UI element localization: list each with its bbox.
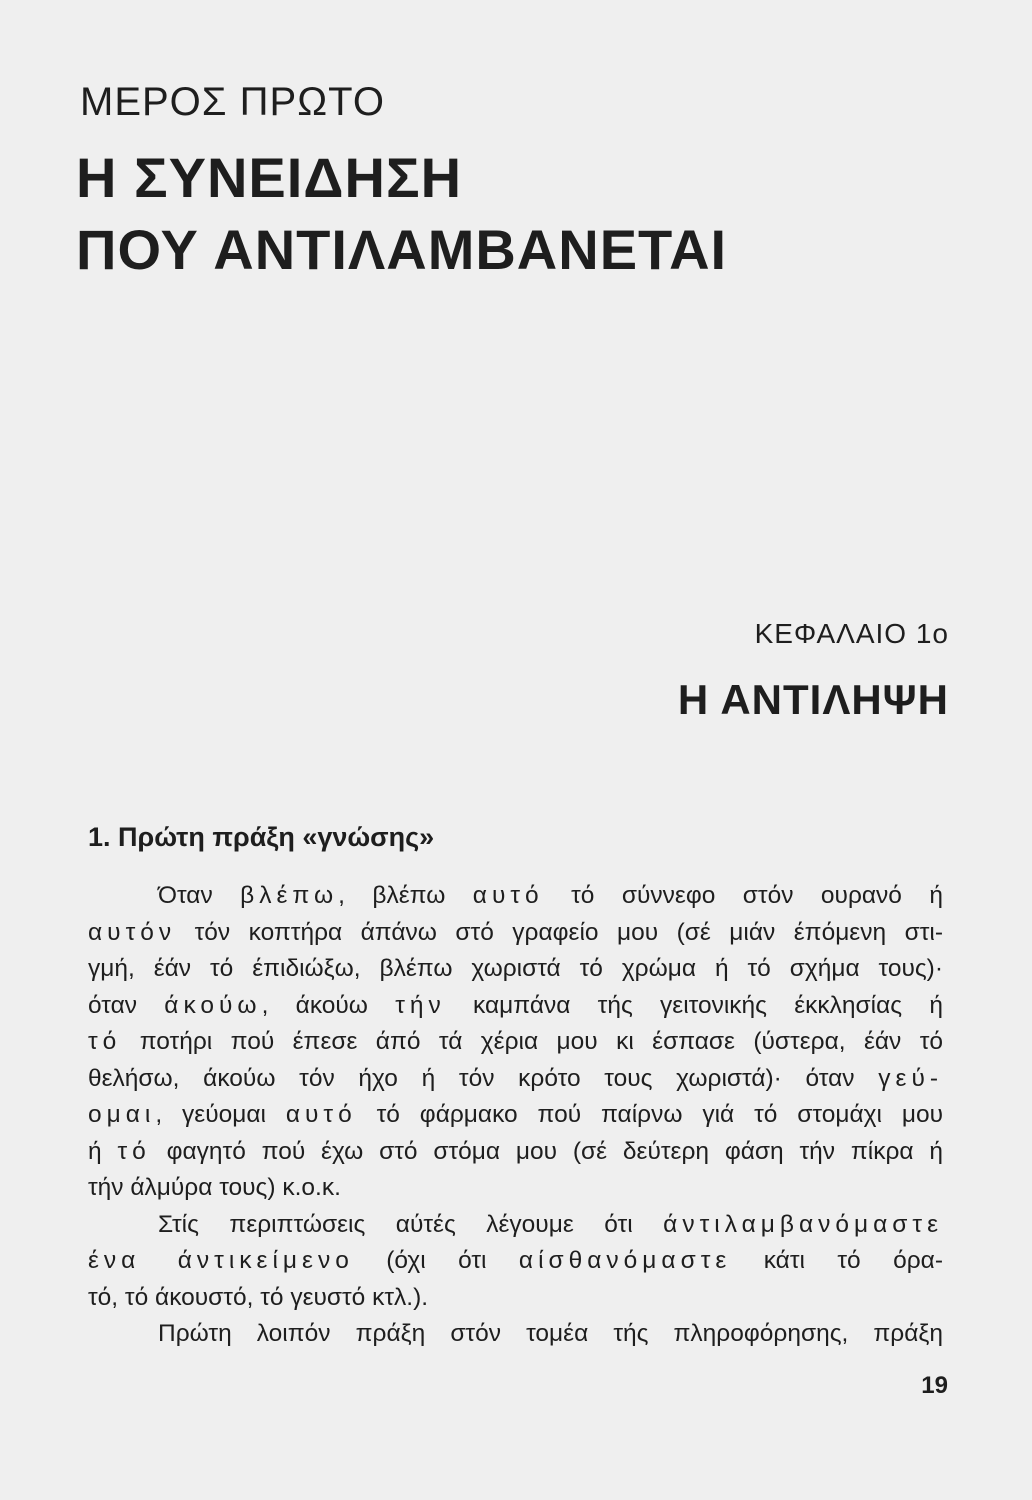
p1-line-2: αυτόν τόν κοπτήρα άπάνω στό γραφείο μου (σέ μιάν έπόμενη στι- (88, 918, 943, 946)
p1-line-9: τήν άλμύρα τους) κ.ο.κ. (88, 1174, 341, 1201)
p1-line-7: ομαι, γεύομαι αυτό τό φάρμακο πού παίρνω γιά τό στομάχι μου (88, 1101, 943, 1128)
chapter-title: Η ΑΝΤΙΛΗΨΗ (677, 676, 949, 723)
p1-line-6: θελήσω, άκούω τόν ήχο ή τόν κρότο τους χωριστά)· όταν γεύ- (88, 1064, 943, 1092)
p1-line-5: τό ποτήρι πού έπεσε άπό τά χέρια μου κι έσπασε (ύστερα, έάν τό (88, 1028, 943, 1055)
section-heading: 1. Πρώτη πράξη «γνώσης» (88, 822, 435, 852)
p1-line-4: όταν άκούω, άκούω τήν καμπάνα τής γειτονικής έκκλησίας ή (88, 991, 943, 1019)
p2-line-2: ένα άντικείμενο (όχι ότι αίσθανόμαστε κάτι τό όρα- (88, 1247, 943, 1274)
page-number: 19 (921, 1372, 948, 1399)
p1-line-3: γμή, έάν τό έπιδιώξω, βλέπω χωριστά τό χρώμα ή τό σχήμα τους)· (88, 955, 943, 982)
part-title-line-2: ΠΟΥ ΑΝΤΙΛΑΜΒΑΝΕΤΑΙ (76, 218, 728, 281)
part-title-line-1: Η ΣΥΝΕΙΔΗΣΗ (76, 146, 463, 209)
chapter-label: ΚΕΦΑΛΑΙΟ 1ο (754, 618, 949, 649)
p1-line-8: ή τό φαγητό πού έχω στό στόμα μου (σέ δεύτερη φάση τήν πίκρα ή (88, 1137, 943, 1165)
p3-line-1: Πρώτη λοιπόν πράξη στόν τομέα τής πληροφόρησης, πράξη (158, 1320, 943, 1347)
p2-line-1: Στίς περιπτώσεις αύτές λέγουμε ότι άντιλαμβανόμαστε (158, 1210, 943, 1238)
p1-line-1: Όταν βλέπω, βλέπω αυτό τό σύννεφο στόν ουρανό ή (158, 882, 943, 909)
part-label: ΜΕΡΟΣ ΠΡΩΤΟ (80, 80, 385, 124)
p2-line-3: τό, τό άκουστό, τό γευστό κτλ.). (88, 1283, 429, 1311)
body-text (88, 878, 943, 1353)
